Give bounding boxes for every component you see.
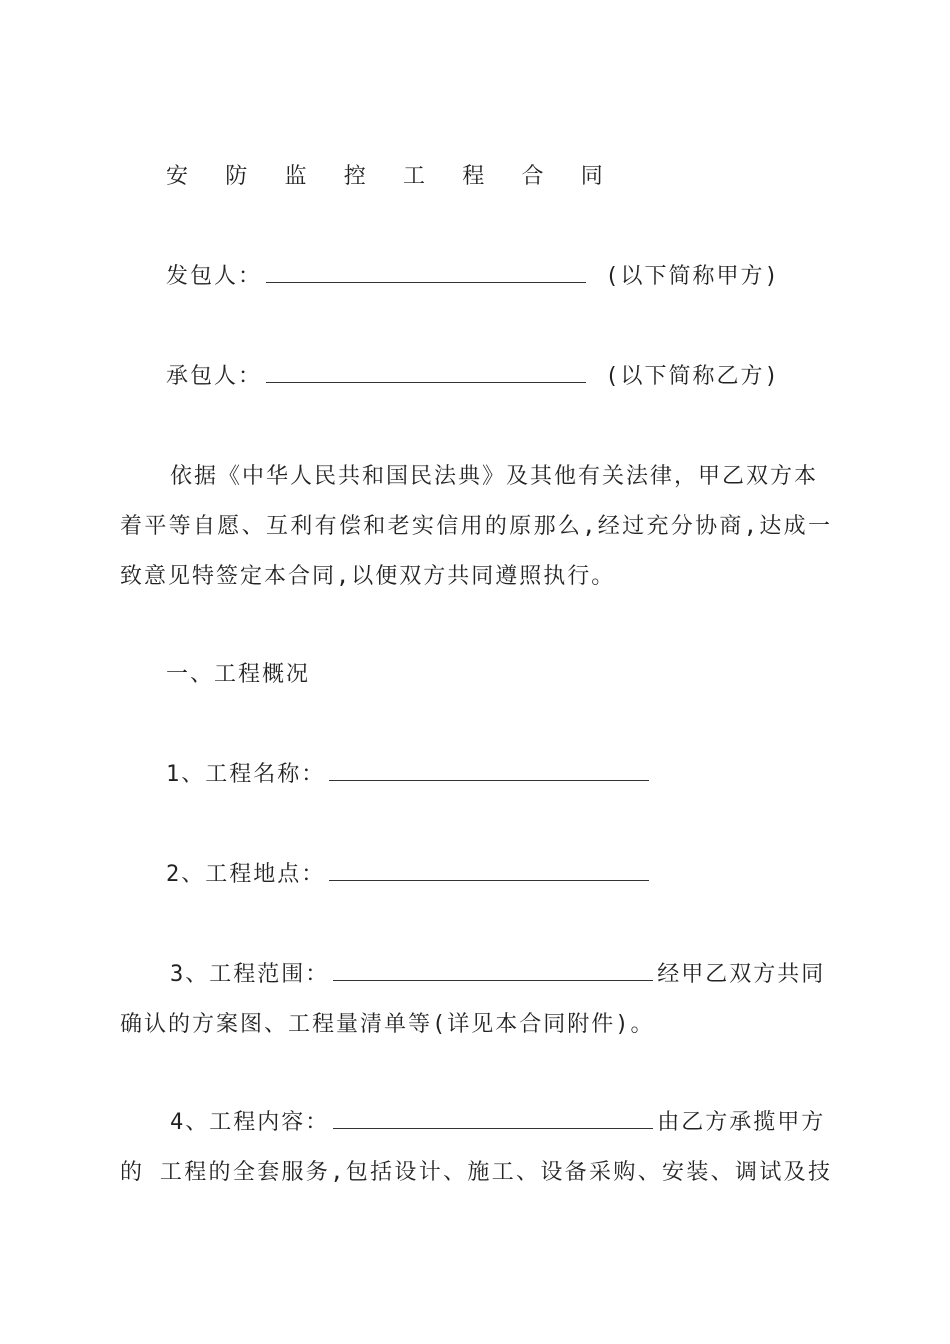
party-b-suffix: (以下简称乙方) xyxy=(605,364,780,389)
item-3-tail: 经甲乙双方共同 xyxy=(657,962,826,987)
item-2-blank xyxy=(329,860,649,881)
item-3-line-2: 确认的方案图、工程量清单等(详见本合同附件)。 xyxy=(120,1012,655,1037)
item-1-blank xyxy=(329,760,649,781)
item-2-row xyxy=(166,860,653,890)
item-4-label: 4、工程内容： xyxy=(170,1110,330,1135)
preamble-line-1: 依据《中华人民共和国民法典》及其他有关法律，甲乙双方本 xyxy=(170,464,819,489)
party-b-row xyxy=(166,362,780,392)
section-heading: 一、工程概况 xyxy=(166,662,311,687)
item-4-blank xyxy=(333,1108,653,1129)
party-b-label: 承包人： xyxy=(166,364,263,389)
item-3-row xyxy=(170,960,825,990)
party-b-blank xyxy=(266,362,586,383)
item-4-tail: 由乙方承揽甲方 xyxy=(657,1110,826,1135)
party-a-label: 发包人： xyxy=(166,264,263,289)
party-a-suffix: (以下简称甲方) xyxy=(605,264,780,289)
contract-title: 安 防 监 控 工 程 合 同 xyxy=(166,164,615,189)
item-1-row xyxy=(166,760,653,790)
party-a-row xyxy=(166,262,780,292)
item-1-label: 1、工程名称： xyxy=(166,762,326,787)
item-4-line-2: 的 工程的全套服务,包括设计、施工、设备采购、安装、调试及技 xyxy=(120,1160,832,1185)
preamble-line-2: 着平等自愿、互利有偿和老实信用的原那么,经过充分协商,达成一 xyxy=(120,514,832,539)
item-3-label: 3、工程范围： xyxy=(170,962,330,987)
item-4-row xyxy=(170,1108,825,1138)
item-3-blank xyxy=(333,960,653,981)
preamble-line-3: 致意见特签定本合同,以便双方共同遵照执行。 xyxy=(120,564,616,589)
item-2-label: 2、工程地点： xyxy=(166,862,326,887)
party-a-blank xyxy=(266,262,586,283)
